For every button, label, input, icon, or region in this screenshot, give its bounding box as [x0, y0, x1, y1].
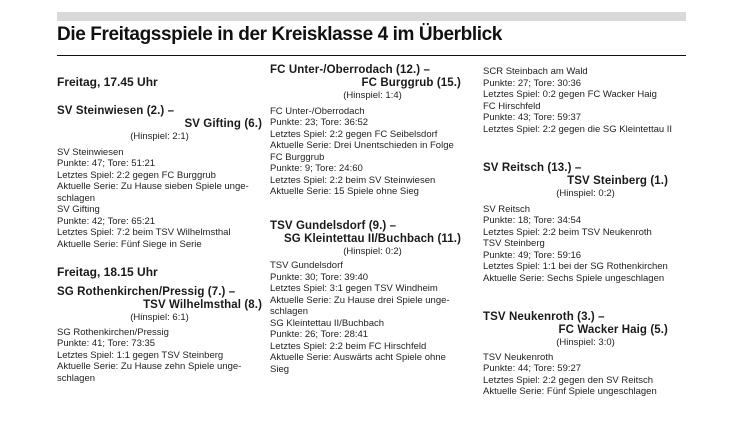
current-series-cont: schlagen: [270, 306, 309, 317]
match-title: [483, 162, 688, 188]
match-steinwiesen-gifting: [57, 105, 262, 250]
away-team: SG Kleintettau II/Buchbach (11.): [283, 232, 461, 245]
match-neukenroth-haig: [483, 311, 688, 398]
last-game: Letztes Spiel: 7:2 beim TSV Wilhelmsthal: [57, 227, 231, 238]
hinspiel-result: (Hinspiel: 1:4): [343, 90, 402, 101]
page-title: Die Freitagsspiele in der Kreisklasse 4 im Überblick: [57, 24, 502, 45]
current-series: Aktuelle Serie: Zu Hause zehn Spiele unge-: [57, 361, 242, 372]
team-name: SV Steinwiesen: [57, 146, 124, 158]
home-team: SV Steinwiesen (2.) –: [57, 105, 175, 117]
away-team: FC Wacker Haig (5.): [558, 324, 668, 336]
team-name: TSV Neukenroth: [483, 351, 554, 363]
team-name: FC Hirschfeld: [483, 100, 541, 112]
hinspiel-result: (Hinspiel: 0:2): [343, 245, 402, 257]
last-game: Letztes Spiel: 2:2 beim TSV Neukenroth: [483, 226, 652, 238]
match-gundelsdorf-kleintettau: [270, 220, 475, 376]
last-game: Letztes Spiel: 1:1 bei der SG Rothenkirchen: [483, 261, 668, 272]
hinspiel-result: (Hinspiel: 6:1): [130, 312, 189, 323]
last-game: Letztes Spiel: 2:2 gegen den SV Reitsch: [483, 374, 654, 386]
team-name: SG Rothenkirchen/Pressig: [57, 326, 169, 338]
team-name: TSV Steinberg: [483, 238, 545, 249]
match-unterrodach-burggrub: [270, 64, 475, 198]
last-game: Letztes Spiel: 2:2 gegen FC Seibelsdorf: [270, 128, 438, 140]
team-stats: Punkte: 18; Tore: 34:54: [483, 215, 582, 226]
current-series-cont: schlagen: [57, 372, 96, 384]
home-team: SV Reitsch (13.) –: [483, 162, 582, 174]
last-game: Letztes Spiel: 3:1 gegen TSV Windheim: [270, 283, 438, 294]
away-team: SV Gifting (6.): [184, 118, 262, 130]
current-series: Aktuelle Serie: Zu Hause drei Spiele unge-: [270, 294, 450, 306]
current-series-cont: schlagen: [57, 192, 96, 204]
match-continued: [483, 66, 688, 135]
team-name: SV Reitsch: [483, 203, 530, 215]
team-name: SG Kleintettau II/Buchbach: [270, 317, 385, 329]
home-team: TSV Neukenroth (3.) –: [483, 311, 605, 323]
current-series: Aktuelle Serie: Sechs Spiele ungeschlagen: [483, 272, 665, 284]
column-1: [57, 64, 262, 384]
match-title: [57, 105, 262, 131]
team-stats: Punkte: 47; Tore: 51:21: [57, 158, 156, 169]
team-name: FC Unter-/Oberrodach: [270, 105, 365, 117]
home-team: SG Rothenkirchen/Pressig (7.) –: [57, 286, 236, 298]
home-team: FC Unter-/Oberrodach (12.) –: [270, 64, 430, 76]
match-title: [270, 220, 475, 246]
away-team: FC Burggrub (15.): [361, 77, 461, 89]
match-title: [270, 64, 475, 90]
column-3: [483, 64, 688, 398]
last-game: Letztes Spiel: 2:2 beim SV Steinwiesen: [270, 174, 436, 186]
hinspiel-result: (Hinspiel: 0:2): [556, 188, 615, 199]
hinspiel-result: (Hinspiel: 2:1): [130, 131, 189, 142]
team-stats: Punkte: 43; Tore: 59:37: [483, 112, 582, 123]
team-stats: Punkte: 44; Tore: 59:27: [483, 363, 582, 374]
match-reitsch-steinberg: [483, 162, 688, 284]
last-game: Letztes Spiel: 2:2 gegen FC Burggrub: [57, 169, 216, 181]
current-series: Aktuelle Serie: Zu Hause sieben Spiele unge-: [57, 181, 249, 192]
team-name: FC Burggrub: [270, 151, 325, 163]
match-title: [483, 311, 688, 337]
team-stats: Punkte: 23; Tore: 36:52: [270, 117, 369, 128]
team-name: TSV Gundelsdorf: [270, 260, 343, 271]
team-stats: Punkte: 27; Tore: 30:36: [483, 77, 582, 89]
current-series: Aktuelle Serie: 15 Spiele ohne Sieg: [270, 186, 419, 197]
kickoff-time-1745: Freitag, 17.45 Uhr: [57, 75, 158, 89]
team-stats: Punkte: 26; Tore: 28:41: [270, 329, 369, 340]
team-name: SCR Steinbach am Wald: [483, 66, 588, 77]
last-game: Letztes Spiel: 0:2 gegen FC Wacker Haig: [483, 89, 657, 100]
away-team: TSV Steinberg (1.): [567, 175, 668, 187]
hinspiel-result: (Hinspiel: 3:0): [556, 337, 615, 348]
current-series: Aktuelle Serie: Auswärts acht Spiele ohne: [270, 352, 446, 363]
team-name: SV Gifting: [57, 204, 100, 215]
current-series: Aktuelle Serie: Fünf Spiele ungeschlagen: [483, 386, 657, 397]
team-stats: Punkte: 9; Tore: 24:60: [270, 163, 363, 174]
title-divider: [57, 55, 686, 56]
current-series-cont: Sieg: [270, 363, 290, 375]
team-stats: Punkte: 30; Tore: 39:40: [270, 271, 369, 283]
current-series: Aktuelle Serie: Drei Unentschieden in Folge: [270, 140, 454, 151]
match-rothenkirchen-wilhelmsthal: [57, 286, 262, 384]
team-stats: Punkte: 49; Tore: 59:16: [483, 249, 582, 261]
team-stats: Punkte: 42; Tore: 65:21: [57, 215, 156, 227]
last-game: Letztes Spiel: 2:2 gegen die SG Kleintettau II: [483, 123, 673, 135]
last-game: Letztes Spiel: 2:2 beim FC Hirschfeld: [270, 340, 427, 352]
kickoff-time-1815: Freitag, 18.15 Uhr: [57, 265, 158, 279]
team-stats: Punkte: 41; Tore: 73:35: [57, 338, 156, 349]
away-team: TSV Wilhelmsthal (8.): [143, 299, 262, 311]
home-team: TSV Gundelsdorf (9.) –: [270, 219, 397, 232]
top-shade-bar: [57, 12, 686, 21]
current-series: Aktuelle Serie: Fünf Siege in Serie: [57, 238, 202, 250]
column-2: [270, 64, 475, 375]
last-game: Letztes Spiel: 1:1 gegen TSV Steinberg: [57, 349, 224, 361]
match-title: [57, 286, 262, 312]
